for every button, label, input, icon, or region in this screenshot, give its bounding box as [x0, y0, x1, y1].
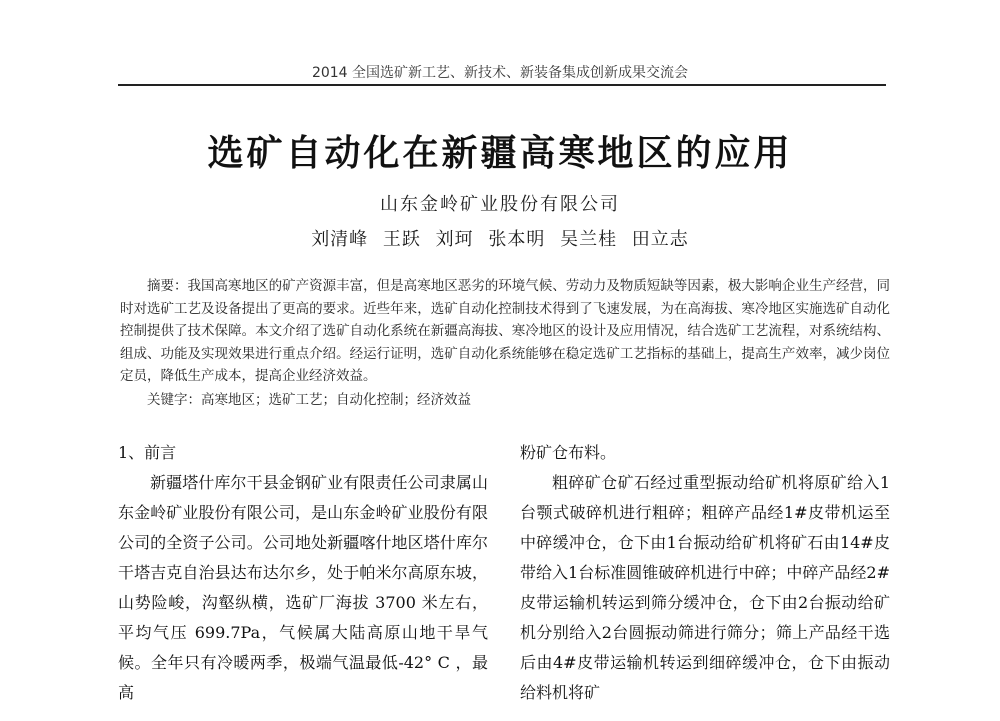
- keywords: [120, 389, 890, 411]
- abstract-text: 我国高寒地区的矿产资源丰富，但是高寒地区恶劣的环境气候、劳动力及物质短缺等因素，极大影响企业生产经营，同时对选矿工艺及设备提出了更高的要求。近些年来，选矿自动化控制技术得到了飞速发展，为在高海拔、寒冷地区实施选矿自动化控制提供了技术保障。本文介绍了选矿自动化系统在新疆高海拔、寒冷地区的设计及应用情况，结合选矿工艺流程，对系统结构、组成、功能及实现效果进行重点介绍。经运行证明，选矿自动化系统能够在稳定选矿工艺指标的基础上，提高生产效率，减少岗位定员，降低生产成本，提高企业经济效益。: [120, 278, 891, 384]
- abstract-label: 摘要：: [147, 278, 188, 294]
- paper-title: 选矿自动化在新疆高寒地区的应用: [207, 133, 793, 174]
- intro-paragraph: 新疆塔什库尔干县金钢矿业有限责任公司隶属山东金岭矿业股份有限公司，是山东金岭矿业股份有限公司的全资子公司。公司地处新疆喀什地区塔什库尔干塔吉克自治县达布达尔乡，处于帕米尔高原东坡，山势险峻，沟壑纵横，选矿厂海拔 3700 米左右，平均气压 699.7Pa，气候属大陆高原山地干旱气候。全年只有冷暖两季，极端气温最低-42° C ，最高: [118, 473, 488, 702]
- continuation-line: 粉矿仓布料。: [520, 443, 617, 462]
- right-column: [520, 438, 890, 708]
- process-paragraph: 粗碎矿仓矿石经过重型振动给矿机将原矿给入1台颚式破碎机进行粗碎；粗碎产品经1#皮带机运至中碎缓冲仓，仓下由1台振动给矿机将矿石由14#皮带给入1台标准圆锥破碎机进行中碎；中碎产品经2#皮带运输机转运到筛分缓冲仓，仓下由2台振动给矿机分别给入2台圆振动筛进行筛分；筛上产品经干选后由4#皮带运输机转运到细碎缓冲仓，仓下由振动给料机将矿: [520, 473, 890, 702]
- abstract: [120, 275, 890, 388]
- header-rule: [118, 84, 886, 86]
- authors: 刘清峰 王跃 刘珂 张本明 吴兰桂 田立志: [311, 229, 689, 250]
- running-header: 2014 全国选矿新工艺、新技术、新装备集成创新成果交流会: [311, 65, 689, 81]
- affiliation: 山东金岭矿业股份有限公司: [380, 194, 620, 215]
- keywords-text: 高寒地区；选矿工艺；自动化控制；经济效益: [201, 392, 471, 408]
- section-heading-introduction: 1、前言: [118, 443, 177, 462]
- keywords-label: 关键字：: [147, 392, 201, 408]
- left-column: [118, 438, 488, 708]
